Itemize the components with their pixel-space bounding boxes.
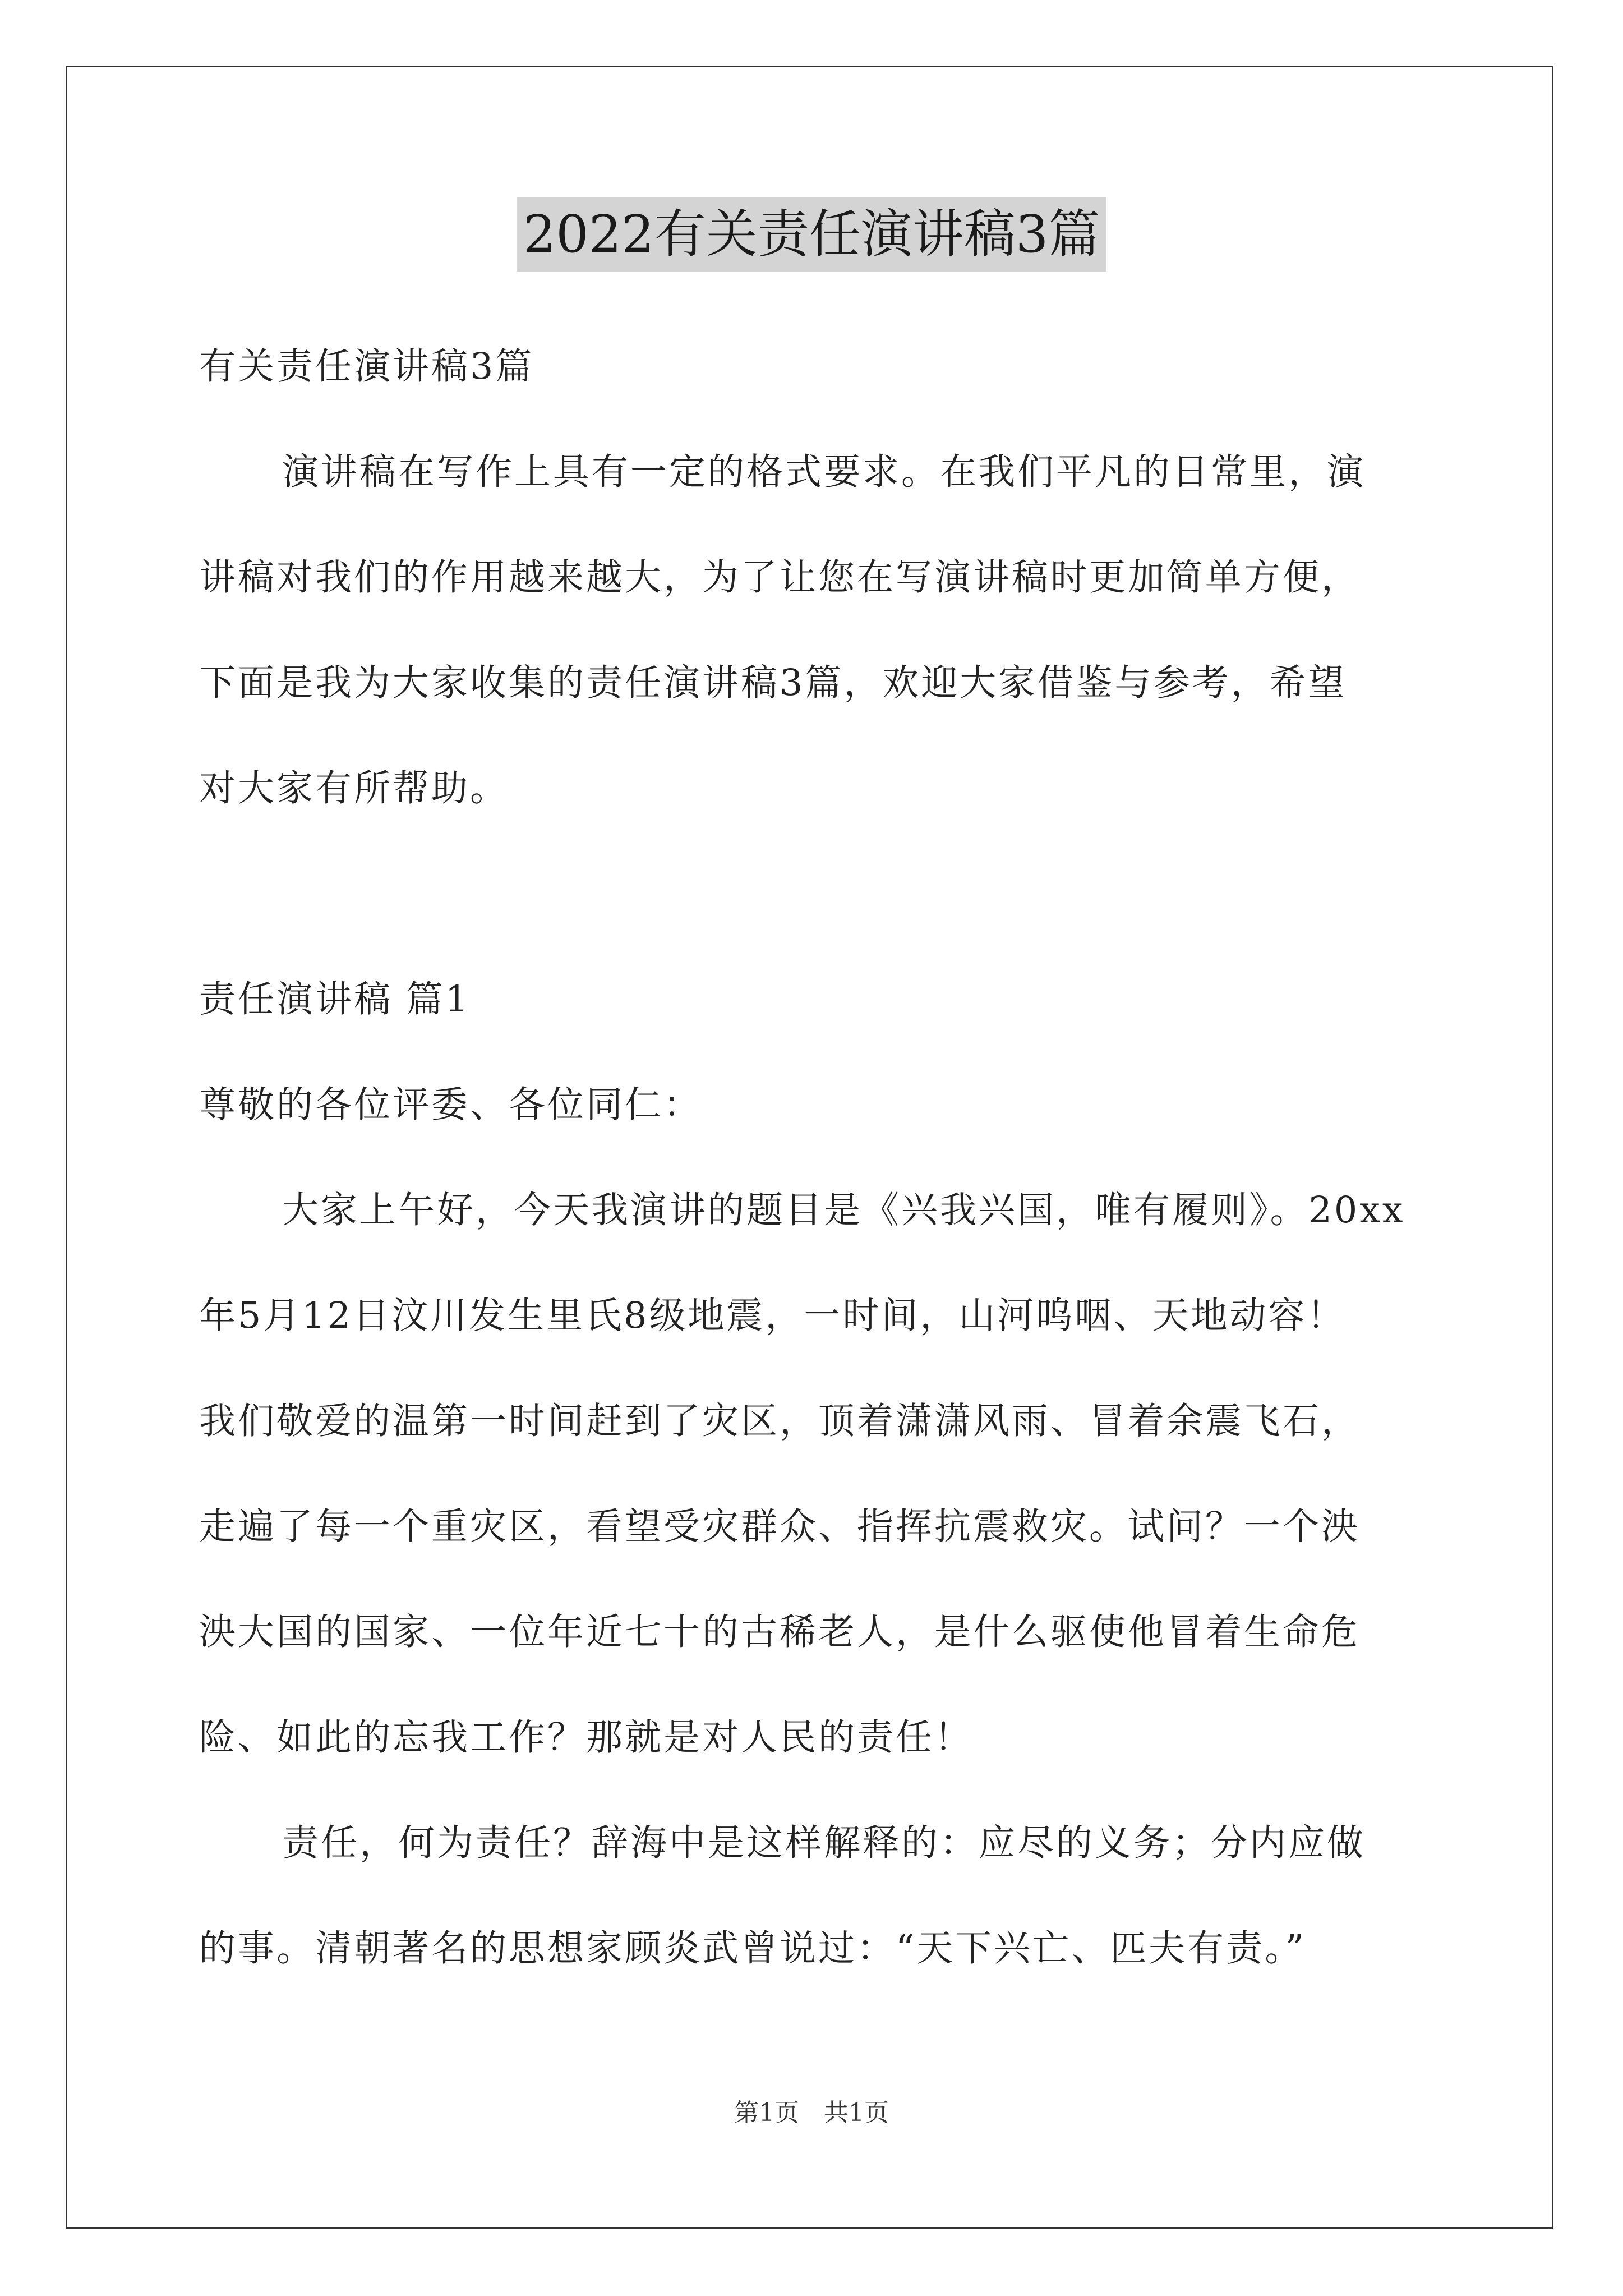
paragraph-line: 走遍了每一个重灾区，看望受灾群众、指挥抗震救灾。试问？一个泱 xyxy=(199,1506,1361,1548)
document-body xyxy=(199,314,1433,2001)
salutation-line: 尊敬的各位评委、各位同仁： xyxy=(199,1084,703,1126)
paragraph-line: 责任，何为责任？辞海中是这样解释的：应尽的义务；分内应做 xyxy=(282,1822,1366,1864)
paragraph-line: 大家上午好，今天我演讲的题目是《兴我兴国，唯有履则》。20xx xyxy=(282,1189,1405,1231)
paragraph-line: 讲稿对我们的作用越来越大，为了让您在写演讲稿时更加简单方便， xyxy=(199,556,1361,599)
paragraph-line: 年5月12日汶川发生里氏8级地震，一时间，山河呜咽、天地动容！ xyxy=(199,1295,1346,1337)
paragraph-line: 下面是我为大家收集的责任演讲稿3篇，欢迎大家借鉴与参考，希望 xyxy=(199,662,1347,704)
blank-line xyxy=(199,841,1433,947)
title-container xyxy=(0,197,1623,272)
page-footer: 第1页 共1页 xyxy=(734,2099,889,2127)
paragraph-line: 我们敬爱的温第一时间赶到了灾区，顶着潇潇风雨、冒着余震飞石， xyxy=(199,1400,1361,1442)
paragraph-line: 演讲稿在写作上具有一定的格式要求。在我们平凡的日常里，演 xyxy=(282,451,1366,493)
paragraph-line: 对大家有所帮助。 xyxy=(199,767,509,809)
paragraph-line: 险、如此的忘我工作？那就是对人民的责任！ xyxy=(199,1717,974,1759)
subtitle-line: 有关责任演讲稿3篇 xyxy=(199,346,534,388)
paragraph-line: 泱大国的国家、一位年近七十的古稀老人，是什么驱使他冒着生命危 xyxy=(199,1611,1361,1653)
paragraph-line: 的事。清朝著名的思想家顾炎武曾说过：“天下兴亡、匹夫有责。” xyxy=(199,1927,1306,1970)
document-title: 2022有关责任演讲稿3篇 xyxy=(517,197,1107,272)
section-heading: 责任演讲稿 篇1 xyxy=(199,978,471,1020)
